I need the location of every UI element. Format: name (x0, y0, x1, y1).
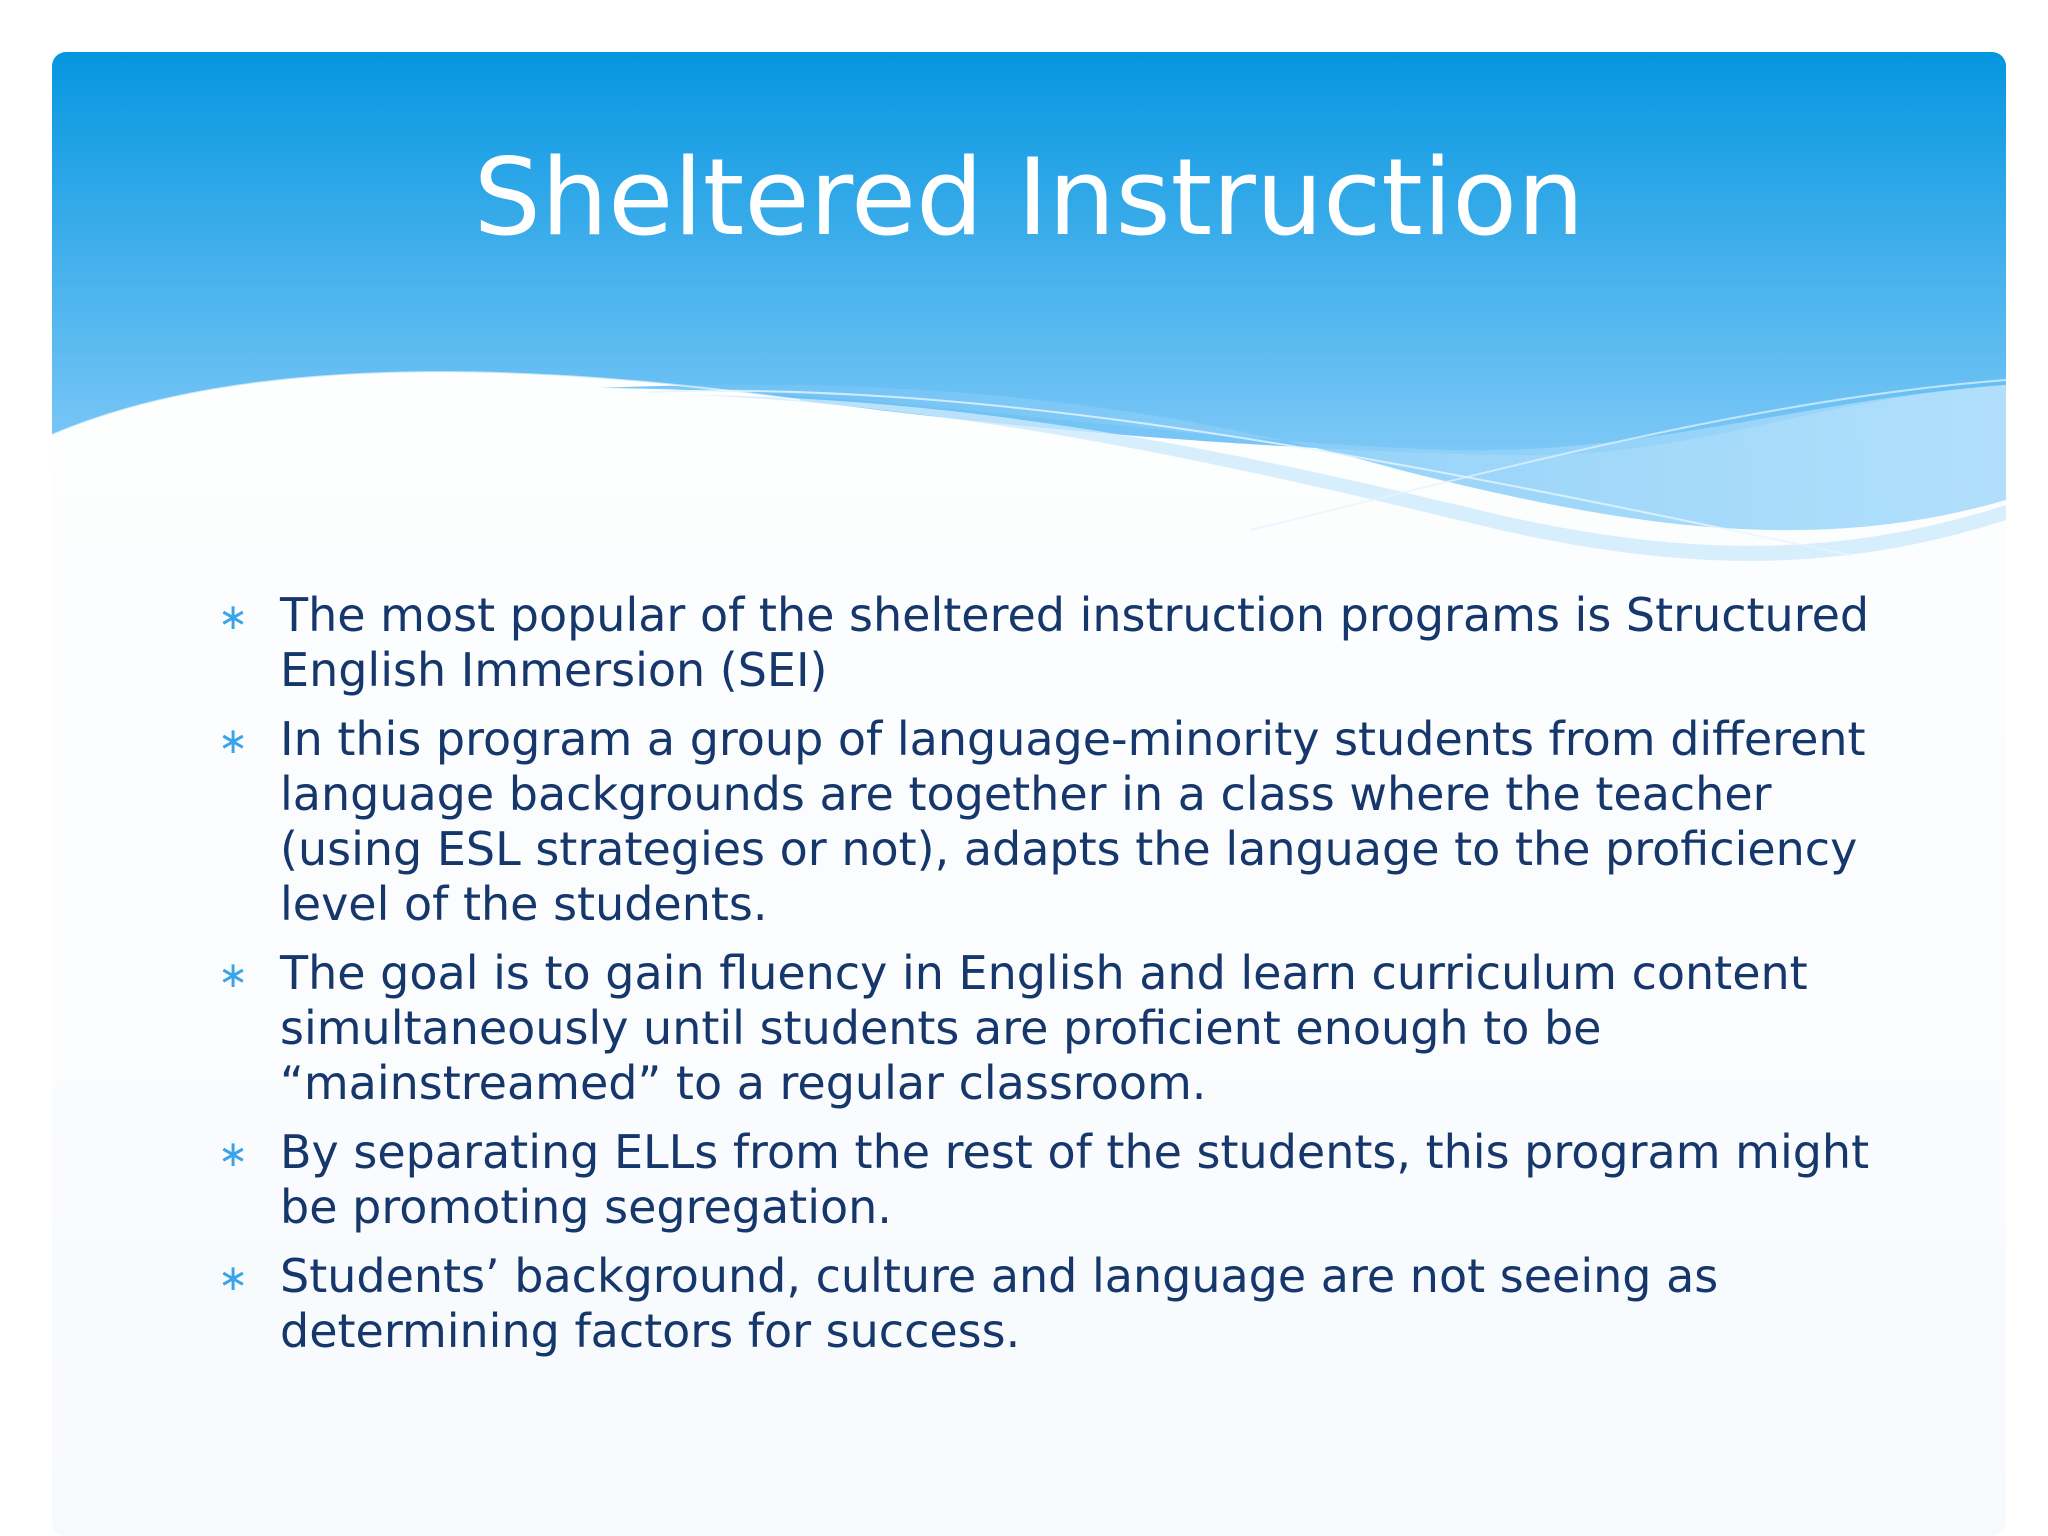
asterisk-bullet-icon: ∗ (218, 597, 249, 638)
bullet-text: Students’ background, culture and language are not seeing as determining factors for success. (280, 1249, 1719, 1358)
bullet-text: By separating ELLs from the rest of the students, this program might be promoting segregation. (280, 1125, 1870, 1234)
asterisk-bullet-icon: ∗ (218, 1258, 249, 1299)
asterisk-bullet-icon: ∗ (218, 721, 249, 762)
bullet-text: In this program a group of language-minority students from different language backgrounds are together in a class where the teacher (using ESL strategies or not), adapts the language to the proficiency level of the students. (280, 712, 1866, 931)
slide-title: Sheltered Instruction (473, 136, 1585, 259)
list-item (210, 588, 1910, 698)
bullet-list (210, 588, 1910, 1373)
list-item (210, 946, 1910, 1111)
asterisk-bullet-icon: ∗ (218, 955, 249, 996)
asterisk-bullet-icon: ∗ (218, 1134, 249, 1175)
list-item (210, 712, 1910, 932)
bullet-text: The most popular of the sheltered instruction programs is Structured English Immersion (SEI) (280, 588, 1870, 697)
list-item (210, 1249, 1910, 1359)
bullet-text: The goal is to gain fluency in English and learn curriculum content simultaneously until students are proficient enough to be “mainstreamed” to a regular classroom. (280, 946, 1808, 1110)
list-item (210, 1125, 1910, 1235)
